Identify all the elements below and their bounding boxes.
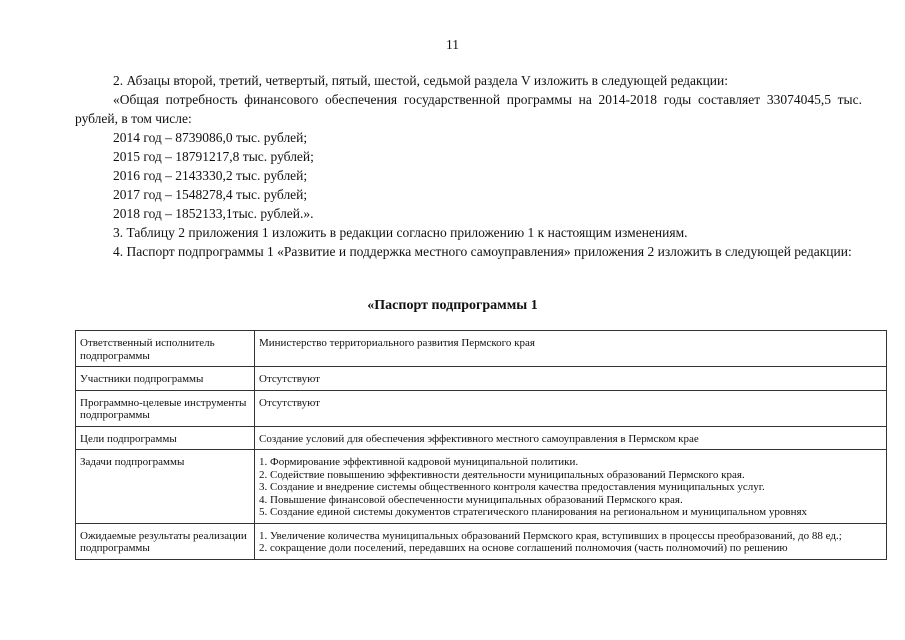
row-value xyxy=(255,523,887,559)
row-value xyxy=(255,367,887,391)
year-line: 2015 год – 18791217,8 тыс. рублей; xyxy=(113,149,314,164)
value-line: 3. Создание и внедрение системы общественного контроля качества предоставления муниципальных услуг. xyxy=(259,481,765,493)
passport-title: «Паспорт подпрограммы 1 xyxy=(367,298,538,313)
value-line: Создание условий для обеспечения эффективного местного самоуправления в Пермском крае xyxy=(259,432,699,445)
row-label: Участники подпрограммы xyxy=(76,367,255,391)
value-line: 5. Создание единой системы документов стратегического планирования на региональном и муниципальном уровнях xyxy=(259,506,808,518)
paragraph-3: 3. Таблицу 2 приложения 1 изложить в редакции согласно приложению 1 к настоящим изменениям. xyxy=(113,225,688,240)
year-line: 2016 год – 2143330,2 тыс. рублей; xyxy=(113,168,308,183)
table-row xyxy=(76,331,887,367)
row-value xyxy=(255,450,887,524)
value-line: 2. Содействие повышению эффективности деятельности муниципальных образований Пермского края. xyxy=(259,468,745,481)
value-line: 2. сокращение доли поселений, передавших на основе соглашений полномочия (часть полномочий) по решению xyxy=(259,542,788,554)
value-line: Министерство территориального развития Пермского края xyxy=(259,337,535,349)
row-label: Ожидаемые результаты реализации подпрограммы xyxy=(76,523,255,559)
row-label: Ответственный исполнитель подпрограммы xyxy=(76,331,255,367)
table-row xyxy=(76,450,887,524)
table-row xyxy=(76,367,887,391)
row-label: Цели подпрограммы xyxy=(76,426,255,450)
year-line: 2017 год – 1548278,4 тыс. рублей; xyxy=(113,187,308,202)
row-label: Программно-целевые инструменты подпрограммы xyxy=(76,390,255,426)
value-line: 4. Повышение финансовой обеспеченности муниципальных образований Пермского края. xyxy=(259,493,683,506)
page-number: 11 xyxy=(446,37,459,52)
row-value xyxy=(255,426,887,450)
value-line: 1. Формирование эффективной кадровой муниципальной политики. xyxy=(259,456,579,468)
passport-table xyxy=(75,330,887,560)
value-line: Отсутствуют xyxy=(259,396,320,409)
row-value xyxy=(255,331,887,367)
body-text xyxy=(75,71,862,261)
value-line: 1. Увеличение количества муниципальных образований Пермского края, вступивших в процессы преобразований, до 88 ед.; xyxy=(259,529,842,542)
row-label: Задачи подпрограммы xyxy=(76,450,255,524)
paragraph-4: 4. Паспорт подпрограммы 1 «Развитие и поддержка местного самоуправления» приложения 2 изложить в следующей редакции: xyxy=(113,244,852,259)
value-line: Отсутствуют xyxy=(259,373,320,385)
table-row xyxy=(76,426,887,450)
row-value xyxy=(255,390,887,426)
year-line: 2014 год – 8739086,0 тыс. рублей; xyxy=(113,130,308,145)
paragraph-financing: «Общая потребность финансового обеспечения государственной программы на 2014-2018 годы составляет 33074045,5 тыс. рублей, в том числе: xyxy=(75,92,862,126)
paragraph-2: 2. Абзацы второй, третий, четвертый, пятый, шестой, седьмой раздела V изложить в следующей редакции: xyxy=(113,73,728,88)
table-row xyxy=(76,390,887,426)
year-line: 2018 год – 1852133,1тыс. рублей.». xyxy=(113,206,314,221)
table-row xyxy=(76,523,887,559)
